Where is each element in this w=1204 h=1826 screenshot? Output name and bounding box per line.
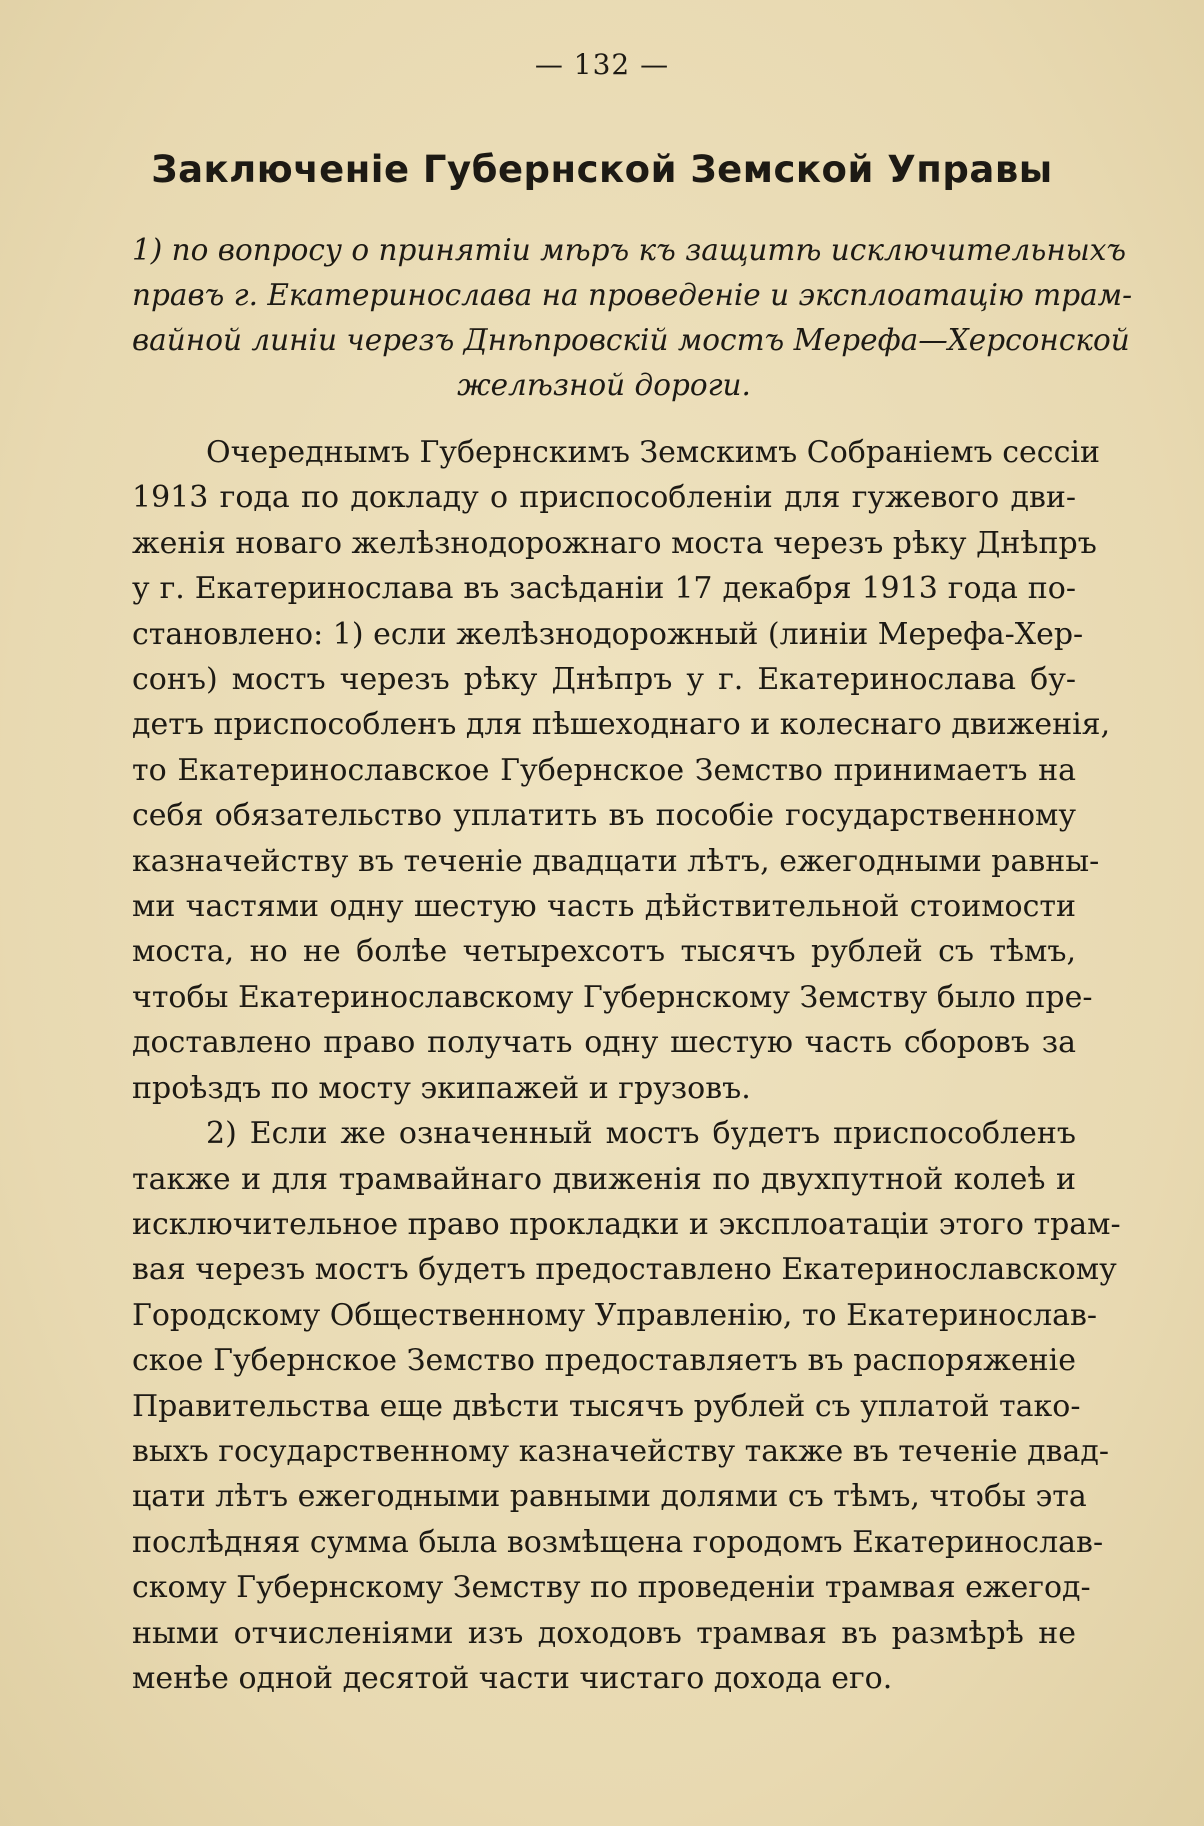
body-text: [132, 430, 1121, 1701]
text-line: исключительное право прокладки и эксплоатаціи этого трам-: [132, 1206, 1121, 1242]
text-line: казначейству въ теченіе двадцати лѣтъ, ежегодными равны-: [132, 843, 1100, 879]
text-line: детъ приспособленъ для пѣшеходнаго и колеснаго движенія,: [132, 707, 1111, 743]
page-number: — 132 —: [534, 48, 670, 81]
text-line: моста, но не болѣе четырехсотъ тысячъ рублей съ тѣмъ,: [132, 934, 1076, 970]
text-line: у г. Екатеринослава въ засѣданіи 17 декабря 1913 года по-: [132, 571, 1076, 607]
text-line: Городскому Общественному Управленію, то Екатеринослав-: [132, 1297, 1098, 1333]
text-line: выхъ государственному казначейству также въ теченіе двад-: [132, 1433, 1109, 1469]
text-line: цати лѣтъ ежегодными равными долями съ тѣмъ, чтобы эта: [132, 1479, 1087, 1515]
subheading-line: правъ г. Екатеринослава на проведеніе и эксплоатацію трам-: [132, 278, 1133, 312]
text-line: доставлено право получать одну шестую часть сборовъ за: [132, 1025, 1076, 1061]
text-line: также и для трамвайнаго движенія по двухпутной колеѣ и: [132, 1161, 1076, 1197]
text-line: послѣдняя сумма была возмѣщена городомъ Екатеринослав-: [132, 1524, 1104, 1560]
text-line: сонъ) мостъ черезъ рѣку Днѣпръ у г. Екатеринослава бу-: [132, 662, 1076, 698]
text-line: 1913 года по докладу о приспособленіи для гужевого дви-: [132, 480, 1076, 516]
text-line: чтобы Екатеринославскому Губернскому Земству было пре-: [132, 979, 1093, 1015]
text-line: ское Губернское Земство предоставляетъ въ распоряженіе: [132, 1343, 1076, 1379]
paragraph-1: [132, 430, 1111, 1111]
text-line: вая черезъ мостъ будетъ предоставлено Екатеринославскому: [132, 1252, 1117, 1288]
text-line: скому Губернскому Земству по проведеніи трамвая ежегод-: [132, 1570, 1091, 1606]
text-line: Очереднымъ Губернскимъ Земскимъ Собраніемъ сессіи: [206, 435, 1100, 470]
subheading-line: желѣзной дороги.: [457, 368, 751, 402]
text-line: Правительства еще двѣсти тысячъ рублей съ уплатой тако-: [132, 1388, 1081, 1424]
subheading-line: вайной линіи черезъ Днѣпровскій мостъ Мерефа—Херсонской: [132, 323, 1130, 357]
text-line: женія новаго желѣзнодорожнаго моста черезъ рѣку Днѣпръ: [132, 525, 1097, 561]
text-line: себя обязательство уплатить въ пособіе государственному: [132, 798, 1076, 834]
paragraph-2: [132, 1111, 1121, 1701]
subheading-line: 1) по вопросу о принятіи мѣръ къ защитѣ исключительныхъ: [132, 233, 1127, 267]
text-line: менѣе одной десятой части чистаго дохода его.: [132, 1660, 893, 1696]
text-line: 2) Если же означенный мостъ будетъ приспособленъ: [206, 1116, 1076, 1152]
text-line: проѣздъ по мосту экипажей и грузовъ.: [132, 1070, 751, 1106]
text-line: ми частями одну шестую часть дѣйствительной стоимости: [132, 889, 1076, 925]
text-line: ными отчисленіями изъ доходовъ трамвая въ размѣрѣ не: [132, 1615, 1076, 1651]
text-line: то Екатеринославское Губернское Земство принимаетъ на: [132, 752, 1076, 788]
subheading: [132, 228, 1133, 408]
text-line: становлено: 1) если желѣзнодорожный (линіи Мерефа-Хер-: [132, 616, 1084, 652]
section-heading: Заключеніе Губернской Земской Управы: [151, 148, 1053, 191]
